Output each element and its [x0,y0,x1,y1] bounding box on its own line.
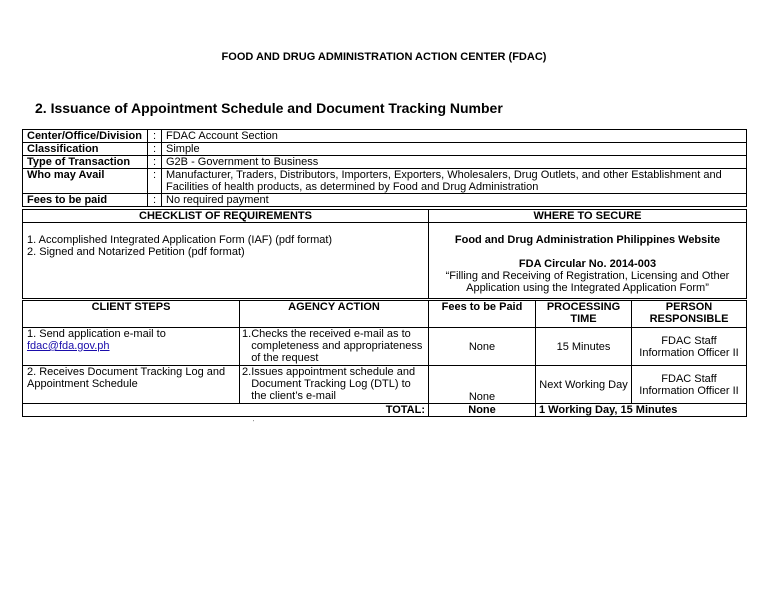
source-website: Food and Drug Administration Philippines Website [454,234,721,246]
info-row-classification [23,143,747,156]
action-number: 1. [242,328,252,340]
info-colon: : [148,143,162,156]
where-to-secure [429,223,747,299]
document-header: FOOD AND DRUG ADMINISTRATION ACTION CENTER (FDAC) [221,51,547,63]
client-steps-header: CLIENT STEPS [23,301,240,328]
requirements-list [23,223,429,299]
steps-header-row [23,301,747,328]
requirements-row [23,223,747,299]
action-text: Issues appointment schedule and Document Tracking Log (DTL) to the client’s e-mail [251,366,416,402]
info-value: No required payment [162,194,747,207]
person-responsible-value: FDAC Staff Information Officer II [632,328,747,366]
section-title: 2. Issuance of Appointment Schedule and Document Tracking Number [35,100,503,116]
info-colon: : [148,194,162,207]
info-row-office [23,130,747,143]
info-row-who-may-avail [23,169,747,194]
info-value: FDAC Account Section [162,130,747,143]
step-row [23,366,747,404]
circular-description: “Filling and Receiving of Registration, Licensing and Other Application using the Integrated Application Form” [445,270,730,294]
total-fee: None [429,404,536,417]
client-step [23,328,240,366]
info-label: Fees to be paid [23,194,148,207]
info-row-transaction [23,156,747,169]
agency-action [240,366,429,404]
agency-action-header: AGENCY ACTION [240,301,429,328]
info-colon: : [148,130,162,143]
processing-time-header: PROCESSING TIME [536,301,632,328]
info-value: Manufacturer, Traders, Distributors, Importers, Exporters, Wholesalers, Drug Outlets, and other Establishment and Facilities of health products, as determined by Food and Drug Administration [162,169,747,194]
client-step-text: 1. Send application e-mail to [27,328,166,340]
agency-action [240,328,429,366]
service-info-table [22,129,747,207]
info-value: Simple [162,143,747,156]
step-row [23,328,747,366]
info-label: Type of Transaction [23,156,148,169]
stray-mark: ' [253,420,254,426]
info-label: Who may Avail [23,169,148,194]
requirements-header-row [23,210,747,223]
fees-header: Fees to be Paid [429,301,536,328]
where-header: WHERE TO SECURE [429,210,747,223]
process-steps-table [22,300,747,417]
total-label: TOTAL: [23,404,429,417]
requirement-item: 2. Signed and Notarized Petition (pdf format) [27,246,245,258]
info-colon: : [148,169,162,194]
fee-value: None [429,366,536,404]
client-step: 2. Receives Document Tracking Log and Appointment Schedule [23,366,240,404]
circular-number: FDA Circular No. 2014-003 [518,258,657,270]
person-responsible-value: FDAC Staff Information Officer II [632,366,747,404]
requirements-table [22,209,747,299]
info-value: G2B - Government to Business [162,156,747,169]
info-label: Center/Office/Division [23,130,148,143]
info-row-fees [23,194,747,207]
info-label: Classification [23,143,148,156]
info-colon: : [148,156,162,169]
email-link[interactable]: fdac@fda.gov.ph [27,340,110,352]
processing-time-value: Next Working Day [536,366,632,404]
fee-value: None [429,328,536,366]
person-responsible-header: PERSON RESPONSIBLE [632,301,747,328]
total-row [23,404,747,417]
processing-time-value: 15 Minutes [536,328,632,366]
action-number: 2. [242,366,252,378]
requirement-item: 1. Accomplished Integrated Application Form (IAF) (pdf format) [27,234,333,246]
checklist-header: CHECKLIST OF REQUIREMENTS [23,210,429,223]
action-text: Checks the received e-mail as to completeness and appropriateness of the request [251,328,423,364]
total-time: 1 Working Day, 15 Minutes [536,404,747,417]
